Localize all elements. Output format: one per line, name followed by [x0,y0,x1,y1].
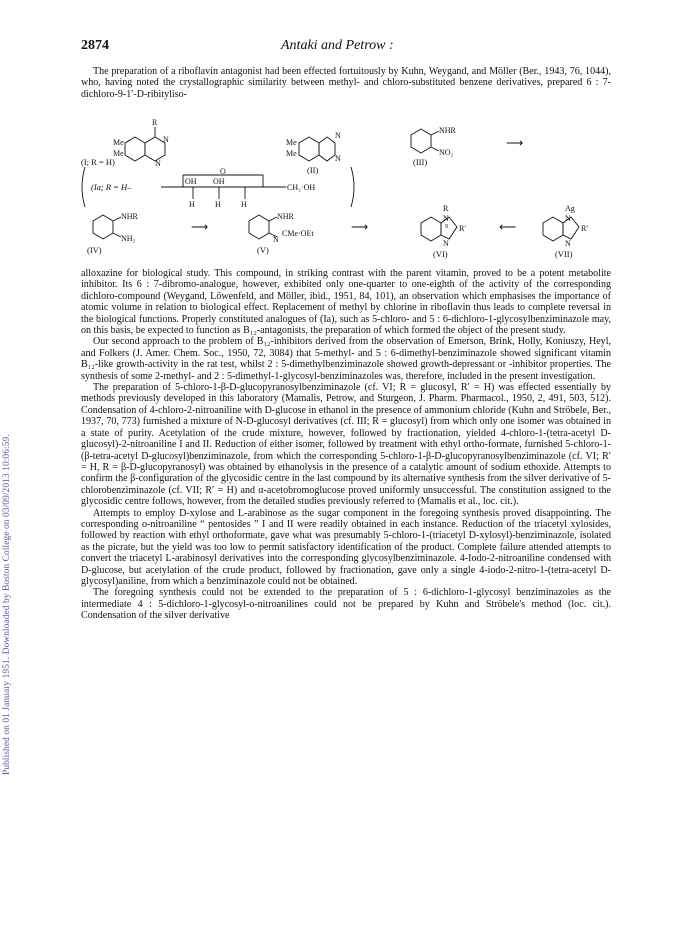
compound-label-VI: (VI) [433,249,448,259]
body-paragraph: The foregoing synthesis could not be extended to the preparation of 5 : 6-dichloro-1-glycosyl benziminazoles as the intermediate 4 : 5-dichloro-1-glycosyl-o-nitroanilines could not be prepared by Kuhn and Ströbele's method (loc. cit.). Condensation of the silver derivative [81,587,611,622]
nhr-group: NHR [439,126,456,135]
n-atom: N [565,239,571,248]
download-watermark-text: Published on 01 January 1951. Downloaded by Boston College on 03/09/2013 10:06:59. [2,434,12,775]
no2-group: NO₂ [439,148,454,157]
cme-oet-group: CMe·OEt [282,229,314,238]
ring-II-benzene [299,137,319,161]
r-substituent: R [443,204,449,213]
position-number: 9 [445,224,448,230]
n-atom: N [443,214,449,223]
hydrogen: H [189,200,195,209]
n-atom: N [335,131,341,140]
ring-VII-benzene [543,217,563,241]
hydrogen: H [241,200,247,209]
r-prime: R′ [459,224,467,233]
hydrogen: H [215,200,221,209]
r-substituent: R [152,118,158,127]
ring-III-benzene [411,129,431,153]
compound-label-III: (III) [413,157,428,167]
compound-label-I: (I; R = H) [81,157,115,167]
compound-label-IV: (IV) [87,245,102,255]
n-atom: N [335,154,341,163]
hydroxyl: OH [213,177,225,186]
running-title: Antaki and Petrow : [281,38,394,53]
n-atom: N [565,214,571,223]
body-paragraph: The preparation of 5-chloro-1-β-D-glucopyranosylbenziminazole (cf. VI; R = glucosyl, R′ = H) was effected essentially by methods previously developed in this laboratory (Mamalis, Petrow, and Sturgeon, J. Pharm. Pharmacol., 1950, 2, 491, 503, 512). Condensation of 4-chloro-2-nitroaniline with D-glucose in ethanol in the presence of ammonium chloride (Kuhn and Ströbele, Ber., 1937, 70, 773) furnished a mixture of N-D-glucosyl derivatives (cf. III; R = glucosyl) from which only one isomer was obtained in a state of purity. Acetylation of the crude mixture, however, followed by fractionation, yielded 4-chloro-1-(tetra-acetyl D-glucosyl)-2-nitroaniline I and II. Reduction of either isomer, followed by treatment with ethyl ortho-formate, furnished 5-chloro-1-(β-tetra-acetyl D-glucosyl)benziminazole, from which the corresponding 5-chloro-1-β-D-glucopyranosylbenziminazole (cf. VI; R′ = H, R = β-D-glucopyranosyl) was obtained by ethanolysis in the presence of a catalytic amount of sodium ethoxide. Attempts to confirm the β-configuration of the glycosidic centre in the last compound by its alternative synthesis from the silver derivative of 5-chlorobenziminazole (cf. VII; R′ = H) and α-acetobromoglucose proved uniformly unsuccessful. The constitution assigned to the glycosidic centre follows, however, from the detailed studies previously referred to (Mamalis et al., loc. cit.). [81,382,611,508]
ring-II-hetero [319,137,335,161]
hydroxyl: OH [185,177,197,186]
body-paragraph: Our second approach to the problem of B₁₂-inhibitors derived from the observation of Emerson, Brink, Holly, Koniuszy, Heyl, and Folkers (J. Amer. Chem. Soc., 1950, 72, 3084) that 5-methyl- and 5 : 6-dimethyl-benziminazole showed significant vitamin B₁₂-like growth-activity in the rat test, whilst 2 : 5-dimethylbenziminazole showed growth-depressant or -inhibitor properties. The synthesis of some 2-methyl- and 2 : 5-dimethyl-1-glycosyl-benziminazoles was, therefore, included in the present investigation. [81,336,611,382]
page-header [81,38,611,56]
scheme-drawing [81,115,611,265]
ring-I-hetero [145,137,165,161]
reaction-arrow: ⟵ [499,220,517,234]
download-watermark [2,175,16,775]
nh2-group: NH₂ [121,234,136,243]
ring-oxygen: O [220,167,226,176]
body-paragraph: Attempts to employ D-xylose and L-arabinose as the sugar component in the foregoing synthesis proved disappointing. The corresponding o-nitroaniline “ pentosides ” I and II were readily obtained in each instance. Reduction of the triacetyl xylosides, followed by reaction with ethyl orthoformate, gave what was presumably 5-chloro-1-(triacetyl D-xylosyl)-benziminazole, isolated as the picrate, but the yield was too low to permit satisfactory identification of the product. Complete failure attended attempts to convert the triacetyl L-arabinosyl derivatives into the corresponding glycosylbenziminazole. 4-Iodo-2-nitroaniline condensed with D-glucose, but acetylation of the crude product, followed by fractionation, gave only a single 4-iodo-2-nitro-1-(tetra-acetyl D-glycosyl)aniline, from which a benziminazole could not be obtained. [81,507,611,587]
me-label: Me [286,138,297,147]
sugar-bracket-left [82,167,85,207]
n-atom: N [155,159,161,168]
ch2oh-group: CH₂·OH [287,183,316,192]
silver-atom: Ag [565,204,575,213]
reaction-arrow: ⟶ [351,220,369,234]
me-label: Me [113,149,124,158]
n-atom: N [163,135,169,144]
ring-IV-benzene [93,215,113,239]
me-label: Me [286,149,297,158]
intro-paragraph [81,66,611,100]
nhr-group: NHR [121,212,138,221]
compound-label-VII: (VII) [555,249,573,259]
nhr-group: NHR [277,212,294,221]
compound-label-II: (II) [307,165,319,175]
chemical-scheme [81,115,611,265]
me-label: Me [113,138,124,147]
ring-VI-benzene [421,217,441,241]
ring-I-benzene [125,137,145,161]
reaction-arrow: ⟶ [191,220,209,234]
reaction-arrow: ⟶ [506,136,524,150]
compound-label-Ia: (Ia; R = H– [91,182,132,192]
sugar-bracket-right [351,167,354,207]
ring-V-benzene [249,215,269,239]
page-number: 2874 [81,38,109,53]
intro-text: The preparation of a riboflavin antagonist had been effected fortuitously by Kuhn, Weygand, and Möller (Ber., 1943, 76, 1044), who, having noted the crystallographic similarity between methyl- and chloro-substituted benzene derivatives, prepared 6 : 7-dichloro-9-1′-D-ribityliso- [81,66,611,100]
body-text [81,268,611,622]
compound-label-V: (V) [257,245,269,255]
n-atom: N [443,239,449,248]
n-atom: N [273,235,279,244]
r-prime: R′ [581,224,589,233]
body-paragraph: alloxazine for biological study. This compound, in striking contrast with the parent vitamin, proved to be a potent metabolite inhibitor. Its 6 : 7-dibromo-analogue, however, exhibited only one-quarter to one-eighth of the activity of the corresponding dichloro-compound (Weygand, Löwenfeld, and Möller, ibid., 1951, 84, 101), an observation which emphasises the importance of atomic volume in relation to biological effect. Replacement of methyl by chlorine in riboflavin thus leads to complete reversal in the biological functions. Properly constituted analogues of (Ia), such as 5-chloro- and 5 : 6-dichloro-1-glycosylbenziminazole may, on this basis, be expected to function as B₁₂-antagonists, the preparation of which formed the object of the present study. [81,268,611,337]
